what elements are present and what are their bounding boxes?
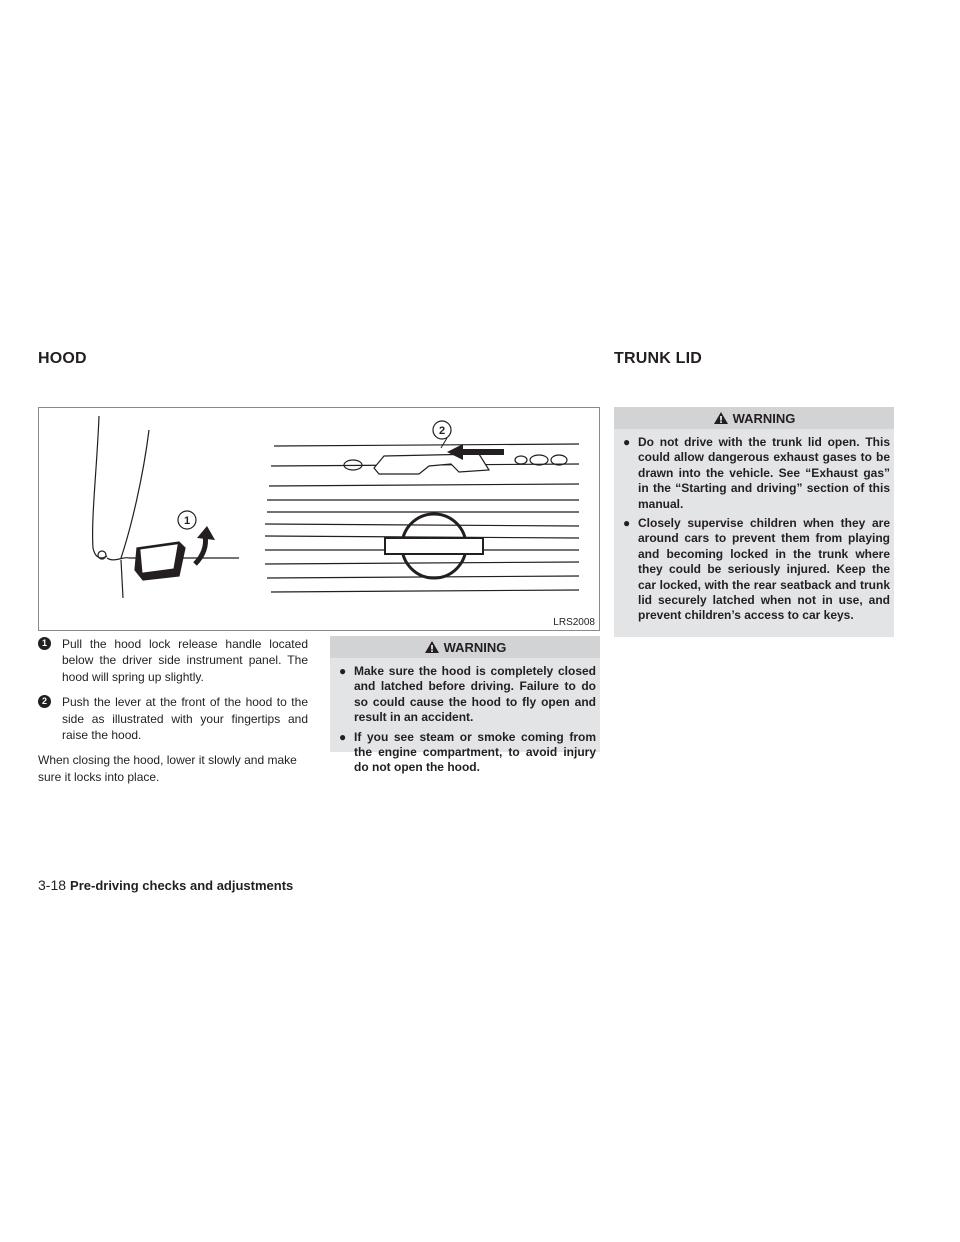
- panel-curve-line: [121, 430, 149, 558]
- warning-item-text: Closely supervise children when they are around cars to prevent them from playing and becoming locked in the trunk where they could be seriously injured. Keep the car locked, with the rear seatback and trunk lid securely latched when not in use, and prevent children’s access to car keys.: [638, 516, 890, 623]
- step-text: Push the lever at the front of the hood to the side as illustrated with your fingertips and raise the hood.: [62, 695, 308, 743]
- warning-item-text: If you see steam or smoke coming from the engine compartment, to avoid injury do not open the hood.: [354, 729, 596, 775]
- bullet-icon: ●: [623, 435, 631, 449]
- bullet-icon: ●: [623, 516, 631, 531]
- warning-header: [330, 636, 600, 658]
- warning-title: WARNING: [443, 639, 507, 655]
- warning-item: [620, 435, 890, 512]
- panel-edge-line: [93, 416, 107, 558]
- bullet-icon: ●: [339, 664, 347, 678]
- lower-edge-line: [121, 560, 123, 598]
- hood-step: [38, 694, 308, 743]
- callout-1-label: 1: [183, 515, 191, 527]
- chapter-title: Pre-driving checks and adjustments: [70, 878, 294, 893]
- trunk-warning-box: [614, 407, 894, 637]
- warning-item-text: Make sure the hood is completely closed and latched before driving. Failure to do so could cause the hood to fly open and result in an accident.: [354, 664, 596, 725]
- hood-closing-note: When closing the hood, lower it slowly and make sure it locks into place.: [38, 753, 297, 784]
- callout-2: [433, 421, 451, 439]
- step-number-badge: 1: [38, 637, 51, 650]
- pull-arrow-icon: [195, 536, 206, 564]
- callout-2-label: 2: [438, 425, 446, 437]
- step-number-badge: 2: [38, 695, 51, 708]
- figure-code: LRS2008: [553, 617, 595, 628]
- trunk-lid-section-title: TRUNK LID: [614, 350, 703, 367]
- callout-1: [178, 511, 196, 529]
- hood-release-illustration: [38, 407, 600, 631]
- hood-instructions: [38, 636, 308, 785]
- hood-warning-box: [330, 636, 600, 775]
- bullet-icon: ●: [339, 729, 347, 744]
- warning-item: [336, 730, 596, 776]
- warning-item-text: Do not drive with the trunk lid open. This could allow dangerous exhaust gases to be drawn into the vehicle. See “Exhaust gas” in the “Starting and driving” section of this manual.: [638, 435, 890, 511]
- hood-step: [38, 636, 308, 685]
- warning-triangle-icon: [424, 640, 440, 654]
- page-footer: [38, 877, 293, 893]
- warning-item: [336, 664, 596, 726]
- hood-release-drawing: [39, 408, 599, 630]
- hood-latch-lever: [374, 454, 489, 474]
- handle-highlight: [141, 545, 177, 572]
- hood-section-title: HOOD: [38, 350, 87, 367]
- warning-item: [620, 516, 890, 624]
- step-text: Pull the hood lock release handle located below the driver side instrument panel. The hood will spring up slightly.: [62, 637, 308, 684]
- page-number: 3-18: [38, 877, 67, 893]
- emblem-bar: [385, 538, 483, 554]
- warning-header: [614, 407, 894, 429]
- warning-title: WARNING: [732, 410, 796, 426]
- warning-triangle-icon: [713, 411, 729, 425]
